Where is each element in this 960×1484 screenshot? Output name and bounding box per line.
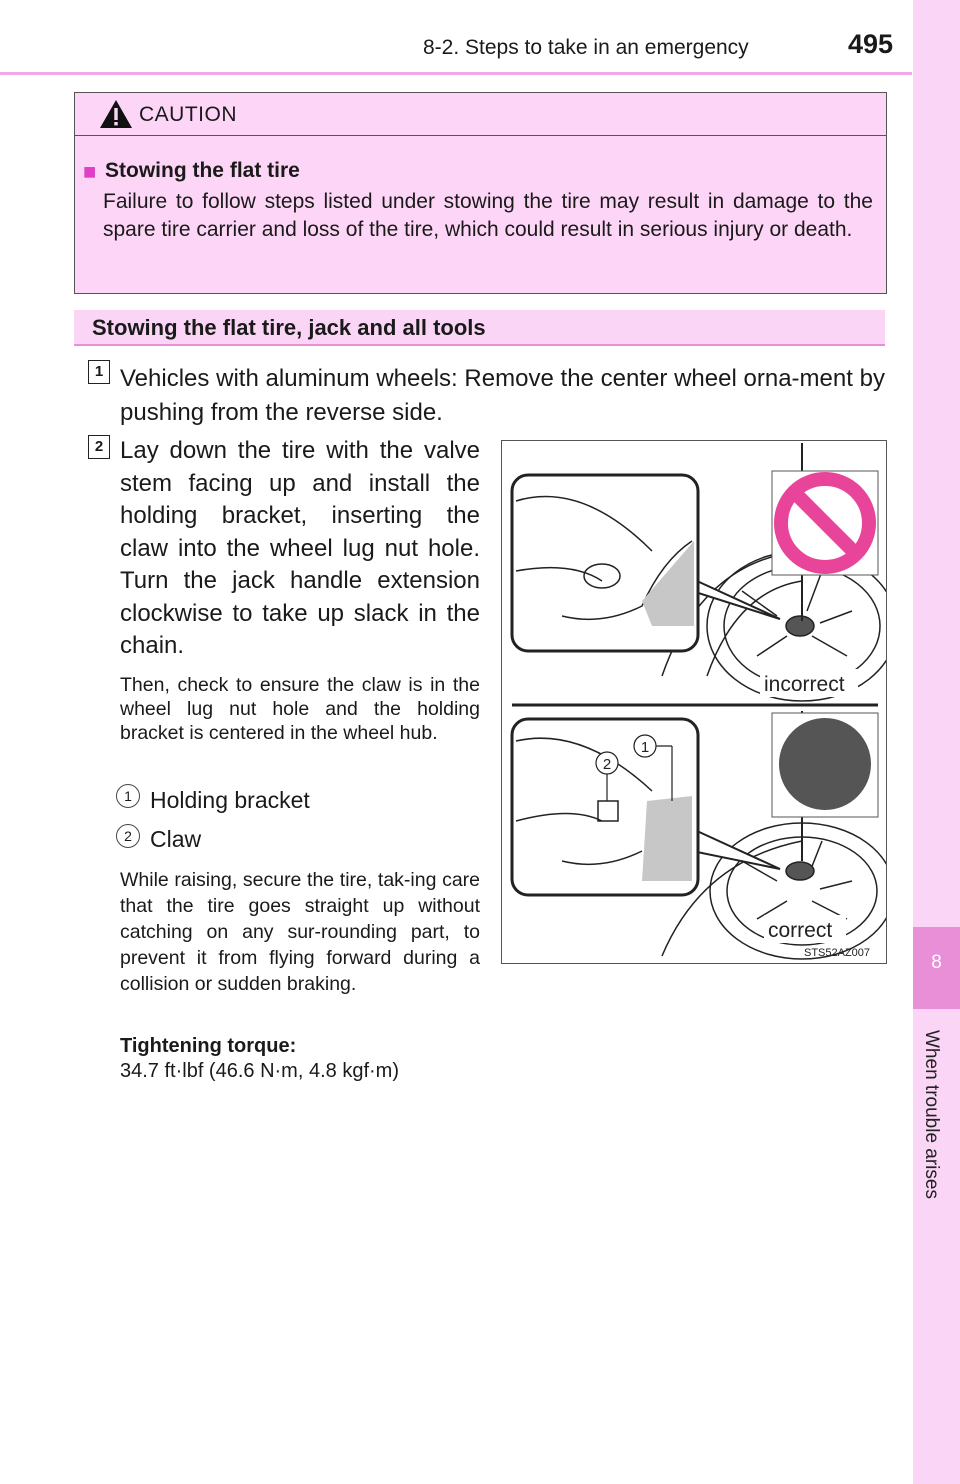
- label-correct: correct: [768, 919, 833, 942]
- page-number: 495: [848, 29, 894, 59]
- legend-number-2: 2: [116, 824, 140, 848]
- chapter-number: 8: [931, 952, 942, 973]
- lower-callout-pointer: [692, 831, 780, 869]
- callout-1-text: 1: [640, 739, 650, 756]
- step-1-text: Vehicles with aluminum wheels: Remove the center wheel orna-ment by pushing from the reverse side.: [120, 365, 885, 426]
- caution-header: [75, 93, 886, 136]
- legend-number-1: 1: [116, 784, 140, 808]
- caution-box: [74, 92, 887, 294]
- ok-circle-icon: [779, 718, 871, 810]
- raise-note: While raising, secure the tire, tak-ing care that the tire goes straight up without catching on any sur-rounding part, to prevent it from flying forward during a collision or sudden braking.: [120, 869, 480, 995]
- chapter-side-tab: [913, 0, 960, 1484]
- callout-2-text: 2: [602, 756, 612, 773]
- section-title-text: Stowing the flat tire, jack and all tools: [92, 315, 486, 340]
- label-incorrect: incorrect: [764, 673, 845, 696]
- bullet-square-icon: ■: [83, 159, 97, 184]
- legend-label-holding-bracket: Holding bracket: [150, 787, 310, 813]
- torque-label: Tightening torque:: [120, 1035, 297, 1057]
- lower-gray-part: [642, 796, 692, 881]
- caution-subtitle: Stowing the flat tire: [105, 159, 300, 182]
- chapter-title: When trouble arises: [921, 1030, 942, 1199]
- step-2-text: Lay down the tire with the valve stem facing up and install the holding bracket, inserting the claw into the wheel lug nut hole. Turn the jack handle extension clockwise to take up slack in the chain.: [120, 437, 480, 659]
- section-header: [74, 310, 885, 346]
- stowing-illustration: [501, 440, 887, 964]
- caution-body: Failure to follow steps listed under stowing the tire may result in damage to the spare tire carrier and loss of the tire, which could result in serious injury or death.: [103, 190, 873, 241]
- figure-code: STS52AZ007: [804, 947, 871, 959]
- header-divider: [0, 72, 912, 75]
- section-title: 8-2. Steps to take in an emergency: [423, 36, 749, 59]
- caution-title: CAUTION: [139, 103, 237, 126]
- illustration-svg: [502, 441, 886, 963]
- torque-value: 34.7 ft·lbf (46.6 N·m, 4.8 kgf·m): [120, 1060, 399, 1082]
- step-number-1: 1: [88, 360, 110, 384]
- legend-label-claw: Claw: [150, 826, 202, 852]
- check-note: Then, check to ensure the claw is in the wheel lug nut hole and the holding bracket is centered in the wheel hub.: [120, 674, 480, 744]
- warning-icon: [99, 99, 133, 129]
- step-number-2: 2: [88, 435, 110, 459]
